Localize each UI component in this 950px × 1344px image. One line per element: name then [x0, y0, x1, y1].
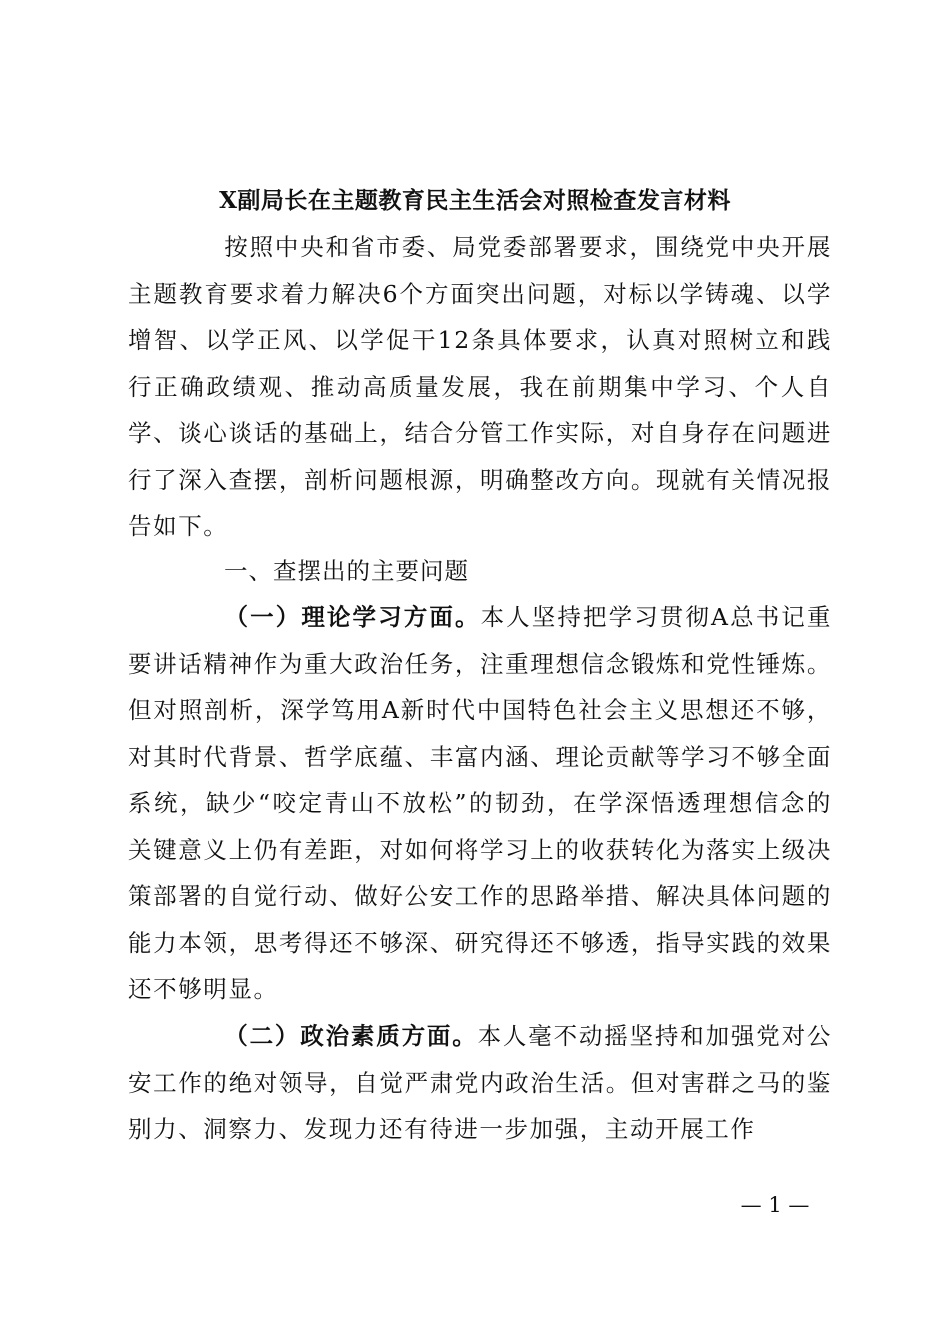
- item-political-quality: [128, 1013, 832, 1153]
- item-theory-study-lead: （一）理论学习方面。: [224, 603, 481, 631]
- document-title: X副局长在主题教育民主生活会对照检查发言材料: [219, 187, 731, 214]
- item-theory-study: [128, 594, 832, 1013]
- page-number: — 1 —: [740, 1193, 810, 1217]
- intro-paragraph: [128, 224, 832, 550]
- item-theory-study-text: 本人坚持把学习贯彻A总书记重要讲话精神作为重大政治任务，注重理想信念锻炼和党性锤炼。但对照剖析，深学笃用A新时代中国特色社会主义思想还不够，对其时代背景、哲学底蕴、丰富内涵、理论贡献等学习不够全面系统，缺少“咬定青山不放松”的韧劲，在学深悟透理想信念的关键意义上仍有差距，对如何将学习上的收获转化为落实上级决策部署的自觉行动、做好公安工作的思路举措、解决具体问题的能力本领，思考得还不够深、研究得还不够透，指导实践的效果还不够明显。: [128, 603, 833, 1003]
- section-heading: 一、查摆出的主要问题: [224, 557, 469, 585]
- item-political-quality-text: 本人毫不动摇坚持和加强党对公安工作的绝对领导，自觉严肃党内政治生活。但对害群之马的鉴别力、洞察力、发现力还有待进一步加强，主动开展工作: [128, 1022, 833, 1143]
- intro-paragraph-text: 按照中央和省市委、局党委部署要求，围绕党中央开展主题教育要求着力解决6个方面突出问题，对标以学铸魂、以学增智、以学正风、以学促干12条具体要求，认真对照树立和践行正确政绩观、推动高质量发展，我在前期集中学习、个人自学、谈心谈话的基础上，结合分管工作实际，对自身存在问题进行了深入查摆，剖析问题根源，明确整改方向。现就有关情况报告如下。: [128, 233, 832, 540]
- item-political-quality-lead: （二）政治素质方面。: [224, 1022, 478, 1050]
